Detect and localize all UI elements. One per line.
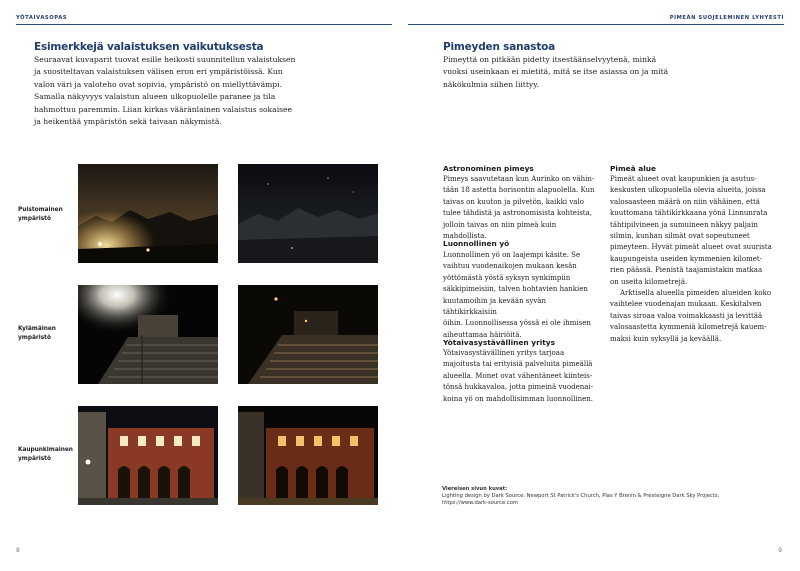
text-line: yöttömästä yöstä syksyn synkimpiin — [443, 273, 571, 282]
text-line: säkkipimeisiin, talven hohtavien hankien — [443, 285, 588, 294]
term-definition — [610, 174, 778, 345]
row-label-line: ympäristö — [18, 334, 51, 341]
text-line: keskusten ulkopuolella olevia alueita, joissa — [610, 186, 766, 195]
row-label-city — [18, 446, 78, 463]
intro-line: Seuraavat kuvaparit tuovat esille heikosti suunnitellun valaistuksen — [34, 55, 296, 64]
text-line: on useita kilometrejä. — [610, 277, 688, 286]
term-heading: Yötaivasystävällinen yritys — [443, 338, 556, 347]
intro-line: Samalla näkyvyys valaistun alueen ulkopuolelle paranee ja tila — [34, 92, 276, 102]
text-line: majoitusta tai erityisiä palveluita pimeällä — [443, 360, 593, 369]
text-line: Luonnollinen yö on laajempi käsite. Se — [443, 251, 581, 259]
text-line: Yötaivasystävällinen yritys tarjoaa — [443, 349, 565, 357]
running-header-right: PIMEÄN SUOJELEMINEN LYHYESTI — [669, 15, 784, 21]
photo-village-good-lighting — [238, 285, 378, 384]
right-page-title: Pimeyden sanastoa — [443, 41, 556, 53]
text-line: kuuttomana tähtikirkkaana yönä Linnunrata — [610, 209, 768, 218]
intro-line: valon väri ja valoteho ovat sopivia, ympäristö on miellyttävämpi. — [34, 79, 283, 89]
term-definition — [443, 348, 595, 405]
text-line: Pimeys saavutetaan kun Aurinko on vähin- — [443, 175, 595, 183]
intro-line: vuoksi useinkaan ei mietitä, mitä se itse asiassa on ja mitä — [443, 67, 669, 77]
text-line: valosaastetta kymmeniä kilometrejä kauem- — [610, 323, 767, 332]
photo-park-good-lighting — [238, 164, 378, 263]
intro-line: ja suositeltavan valaistuksen välisen eron eri ympäristöissä. Kun — [34, 67, 283, 77]
header-rule-right — [408, 24, 784, 25]
text-line: alueella. Monet ovat vähentäneet kiinteis- — [443, 371, 593, 380]
photo-credit — [442, 486, 772, 506]
text-line: koina yö on mahdollisimman luonnollinen. — [443, 394, 593, 403]
intro-line: hahmottuu paremmin. Liian kirkas vääränlainen valaistus sokaisee — [34, 104, 293, 114]
photo-city-good-lighting — [238, 406, 378, 505]
header-rule-left — [16, 24, 392, 25]
term-heading: Luonnollinen yö — [443, 239, 510, 248]
text-line: valosaasteen määrä on niin vähäinen, että — [610, 197, 760, 206]
text-line: tönsä hukkavaloa, jotta pimeinä vuodenai- — [443, 383, 594, 392]
term-heading: Pimeä alue — [610, 164, 657, 173]
left-page-intro — [34, 54, 379, 128]
left-page-title: Esimerkkejä valaistuksen vaikutuksesta — [34, 41, 264, 53]
text-line: Pimeät alueet ovat kaupunkien ja asutus- — [610, 175, 757, 183]
credit-label: Viereisen sivun kuvat: — [442, 486, 508, 492]
term-heading: Astronominen pimeys — [443, 164, 534, 173]
text-line: maksi kuin syksyllä ja keväällä. — [610, 334, 722, 343]
text-line: vaihtelee vuodenajan mukaan. Keskitalven — [610, 300, 762, 309]
photo-park-poor-lighting — [78, 164, 218, 263]
text-line: tähtipilvineen ja sumuineen näkyy paljain — [610, 220, 758, 229]
page-number-right: 9 — [778, 547, 782, 554]
text-line: kaupungeista useiden kymmenien kilomet- — [610, 254, 763, 263]
row-label-line: Kaupunkimainen — [18, 447, 73, 453]
credit-line: Lighting design by Dark Source: Newport St Patrick's Church, Plas Y Brenin & Presteigne Dark Sky Projects; — [442, 492, 720, 499]
text-line: silmin, kunhan silmät ovat sopeutuneet — [610, 232, 750, 241]
text-line: tään 18 astetta horisontin alapuolella. Kun — [443, 186, 595, 195]
intro-line: näkökulmia siihen liittyy. — [443, 79, 539, 89]
row-label-line: Kylämäinen — [18, 326, 56, 332]
right-page-intro — [443, 54, 773, 91]
credit-line: https://www.dark-source.com — [442, 499, 518, 506]
text-line: vaihtuu vuodenaikojen mukaan kesän — [443, 262, 577, 271]
row-label-line: ympäristö — [18, 215, 51, 222]
page-number-left: 8 — [16, 547, 20, 554]
intro-line: Pimeyttä on pitkään pidetty itsestäänselvyytenä, minkä — [443, 55, 657, 64]
term-definition — [443, 250, 595, 341]
row-label-line: Puistomainen — [18, 207, 63, 213]
text-line: tulee tähdistä ja astronomisista kohteista, — [443, 209, 592, 218]
text-line: pimeyteen. Hyvät pimeät alueet ovat suurista — [610, 243, 772, 252]
text-line: taivas on kuuton ja pilvetön, kaikki valo — [443, 197, 584, 206]
text-line: taivas siroaa valoa voimakkaasti ja levittää — [610, 311, 763, 320]
row-label-village — [18, 325, 78, 342]
intro-line: ja heikentää ympäristön sekä taivaan näkymistä. — [34, 117, 222, 127]
term-definition — [443, 174, 595, 242]
row-label-line: ympäristö — [18, 455, 51, 462]
running-header-left: YÖTAIVASOPAS — [16, 15, 68, 21]
photo-village-poor-lighting — [78, 285, 218, 384]
row-label-park — [18, 206, 78, 223]
text-line: rien päässä. Pienistä taajamistakin matkaa — [610, 266, 763, 275]
photo-city-poor-lighting — [78, 406, 218, 505]
text-line: öihin. Luonnollisessa yössä ei ole ihmisen — [443, 319, 591, 328]
text-line: kuutamoihin ja kevään syvän tähtikirkkaisiin — [443, 296, 546, 317]
text-line: jolloin taivas on niin pimeä kuin mahdollista. — [443, 220, 557, 241]
text-line: Arktisella alueella pimeiden alueiden koko — [620, 289, 772, 298]
text-line: aiheuttamaa häiriöitä. — [443, 330, 522, 339]
